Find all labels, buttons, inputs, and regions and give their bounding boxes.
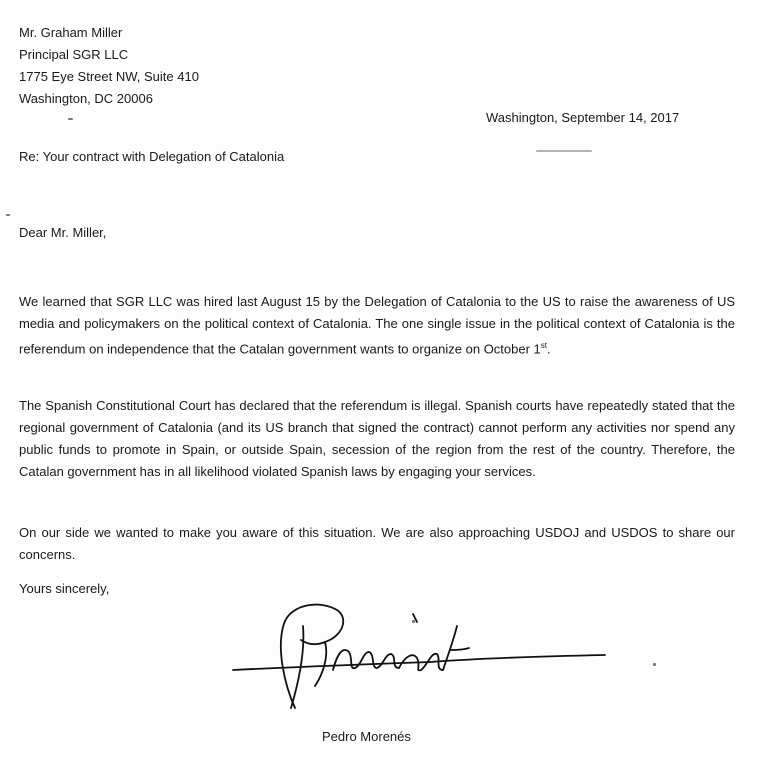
recipient-street: 1775 Eye Street NW, Suite 410 [19, 69, 199, 84]
scan-speck [653, 663, 656, 666]
body-paragraph-3: On our side we wanted to make you aware of this situation. We are also approaching USDOJ and USDOS to share our concerns. [19, 525, 735, 562]
recipient-address [19, 22, 199, 110]
letter-date: Washington, September 14, 2017 [486, 110, 680, 125]
scan-speck [68, 118, 73, 120]
body-paragraph-2: The Spanish Constitutional Court has declared that the referendum is illegal. Spanish courts have repeatedly stated that the regional government of Catalonia (and its US branch that signed the contract) cannot perform any activities nor spend any public funds to promote in Spain, or outside Spain, secession of the region from the rest of the country. Therefore, the Catalan government has in all likelihood violated Spanish laws by engaging your services. [19, 398, 735, 479]
closing: Yours sincerely, [19, 581, 110, 596]
handwritten-signature [225, 596, 615, 716]
paragraph-1-text: We learned that SGR LLC was hired last August 15 by the Delegation of Catalonia to the US to raise the awareness of US media and policymakers on the political context of Catalonia. The one single issue in the political context of Catalonia is the referendum on independence that the Catalan government wants to organize on October 1 [19, 294, 735, 357]
scan-speck [536, 150, 592, 152]
recipient-city: Washington, DC 20006 [19, 91, 153, 106]
scan-speck [412, 620, 415, 623]
scan-speck [6, 214, 10, 216]
salutation: Dear Mr. Miller, [19, 225, 107, 240]
recipient-name: Mr. Graham Miller [19, 25, 123, 40]
ordinal-suffix: st [540, 341, 548, 350]
body-paragraph-1 [19, 291, 735, 360]
subject-line: Re: Your contract with Delegation of Catalonia [19, 149, 285, 164]
recipient-title: Principal SGR LLC [19, 47, 129, 62]
paragraph-1-end: . [547, 341, 551, 357]
signatory-name: Pedro Morenés [322, 729, 411, 744]
